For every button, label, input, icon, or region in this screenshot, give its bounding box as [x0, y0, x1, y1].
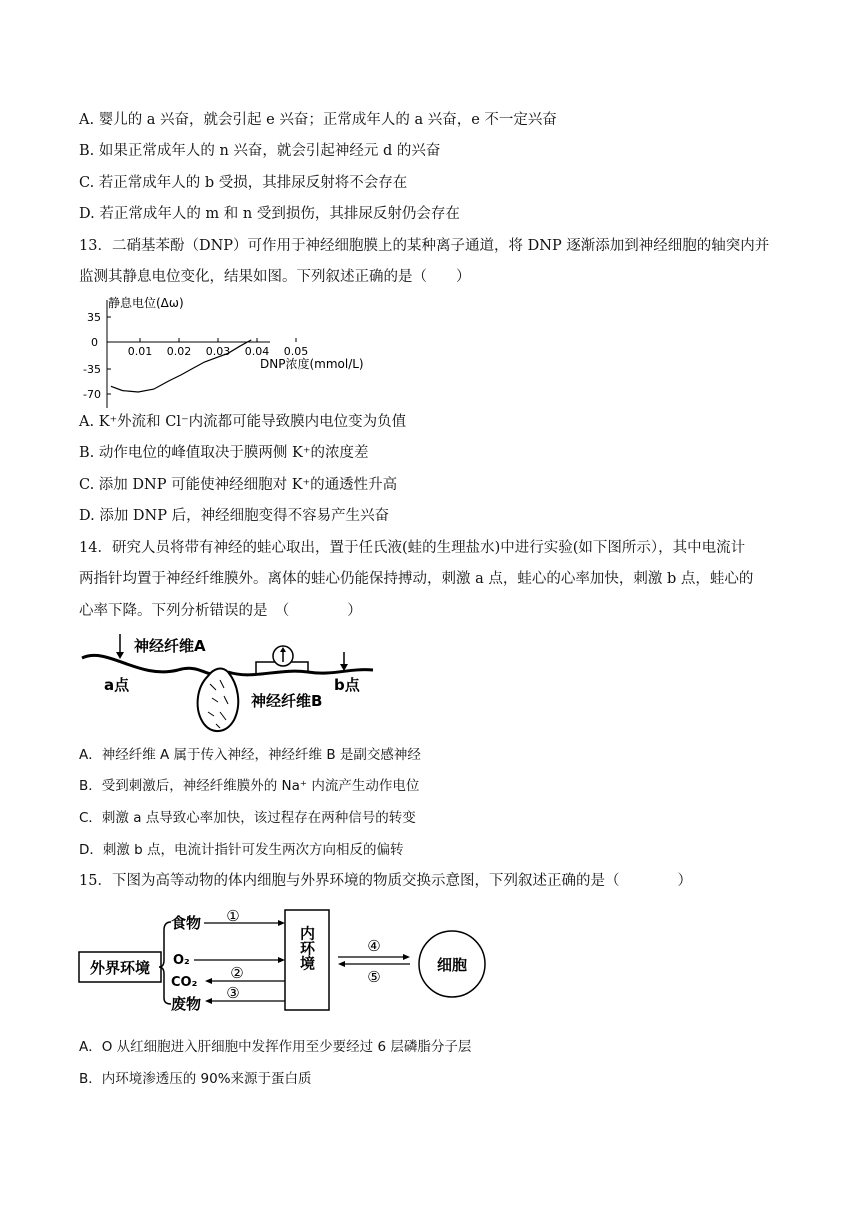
arrow-waste-head [205, 998, 212, 1004]
x-tick-label-003: 0.03 [205, 345, 231, 358]
label-cell: 细胞 [436, 956, 468, 974]
frog-heart-nerve-figure [78, 628, 378, 738]
x-axis-label: DNP浓度(mmol/L) [260, 357, 364, 371]
label-food: 食物 [171, 914, 202, 932]
label-o2: O₂ [173, 953, 190, 968]
x-tick-label-005: 0.05 [283, 345, 309, 358]
q12-option-a: A. 婴儿的 a 兴奋，就会引起 e 兴奋；正常成年人的 a 兴奋，e 不一定兴奋 [79, 112, 557, 128]
q14-stem-line3: 心率下降。下列分析错误的是 （ ） [79, 603, 362, 619]
arrow-n5-head [338, 961, 345, 967]
q13-option-b: B. 动作电位的峰值取决于膜两侧 K⁺的浓度差 [79, 445, 369, 461]
q14-stem-line1: 14．研究人员将带有神经的蛙心取出，置于任氏液(蛙的生理盐水)中进行实验(如下图所示），其中电流计 [79, 540, 746, 556]
arrow-n4-head [403, 954, 410, 960]
y-tick-label-minus70: -70 [83, 388, 101, 401]
x-tick-label-001: 0.01 [127, 345, 153, 358]
y-axis-label: 静息电位(Δω) [108, 296, 184, 310]
label-n5: ⑤ [367, 968, 381, 986]
stimulus-arrowhead-a [116, 652, 124, 659]
q14-option-d: D．刺激 b 点，电流计指针可发生两次方向相反的偏转 [79, 842, 404, 858]
y-ticks [107, 317, 111, 394]
q15-option-a: A．O 从红细胞进入肝细胞中发挥作用至少要经过 6 层磷脂分子层 [79, 1039, 472, 1055]
q12-option-c: C. 若正常成年人的 b 受损，其排尿反射将不会存在 [79, 175, 408, 191]
arrow-o2-head [278, 957, 285, 963]
material-exchange-diagram [76, 900, 496, 1025]
q13-option-d: D. 添加 DNP 后，神经细胞变得不容易产生兴奋 [79, 508, 390, 524]
nerve-fiber-b [228, 670, 373, 675]
q12-option-b: B. 如果正常成年人的 n 兴奋，就会引起神经元 d 的兴奋 [79, 143, 441, 159]
arrow-food-head [278, 920, 285, 926]
q14-option-a: A．神经纤维 A 属于传入神经，神经纤维 B 是副交感神经 [79, 747, 421, 763]
label-point-a: a点 [104, 676, 130, 694]
label-waste: 废物 [171, 995, 202, 1013]
label-n3: ③ [226, 984, 240, 1002]
dnp-resting-potential-chart [70, 290, 390, 410]
q15-stem: 15．下图为高等动物的体内细胞与外界环境的物质交换示意图，下列叙述正确的是（ ） [79, 873, 692, 889]
q13-stem-line2: 监测其静息电位变化，结果如图。下列叙述正确的是（ ） [79, 269, 471, 285]
label-co2: CO₂ [171, 975, 198, 990]
y-tick-label-minus35: -35 [83, 363, 101, 376]
q13-option-c: C. 添加 DNP 可能使神经细胞对 K⁺的通透性升高 [79, 477, 398, 493]
q14-option-c: C．刺激 a 点导致心率加快，该过程存在两种信号的转变 [79, 810, 416, 826]
y-tick-label-0: 0 [91, 336, 98, 349]
q13-stem-line1: 13．二硝基苯酚（DNP）可作用于神经细胞膜上的某种离子通道，将 DNP 逐渐添加到神经细胞的轴突内并 [79, 238, 770, 254]
label-fiber-a: 神经纤维A [134, 637, 206, 655]
x-tick-label-002: 0.02 [166, 345, 192, 358]
q14-stem-line2: 两指针均置于神经纤维膜外。离体的蛙心仍能保持搏动，刺激 a 点，蛙心的心率加快，刺激 b 点，蛙心的 [79, 571, 754, 587]
label-n4: ④ [367, 937, 381, 955]
label-outside-environment: 外界环境 [89, 959, 151, 977]
q12-option-d: D. 若正常成年人的 m 和 n 受到损伤，其排尿反射仍会存在 [79, 206, 460, 222]
label-internal-environment: 内环境 [298, 925, 316, 971]
nerve-fiber-a [82, 655, 216, 674]
label-n2: ② [230, 964, 244, 982]
arrow-co2-head [205, 978, 212, 984]
q14-option-b: B．受到刺激后，神经纤维膜外的 Na⁺ 内流产生动作电位 [79, 778, 420, 794]
x-ticks [140, 338, 296, 342]
label-point-b: b点 [334, 676, 360, 694]
label-n1: ① [226, 907, 240, 925]
x-tick-label-004: 0.04 [244, 345, 270, 358]
frog-heart-icon [198, 669, 239, 732]
y-tick-label-35: 35 [87, 311, 101, 324]
q13-option-a: A. K⁺外流和 Cl⁻内流都可能导致膜内电位变为负值 [79, 414, 407, 430]
q15-option-b: B．内环境渗透压的 90%来源于蛋白质 [79, 1071, 312, 1087]
label-fiber-b: 神经纤维B [251, 692, 323, 710]
